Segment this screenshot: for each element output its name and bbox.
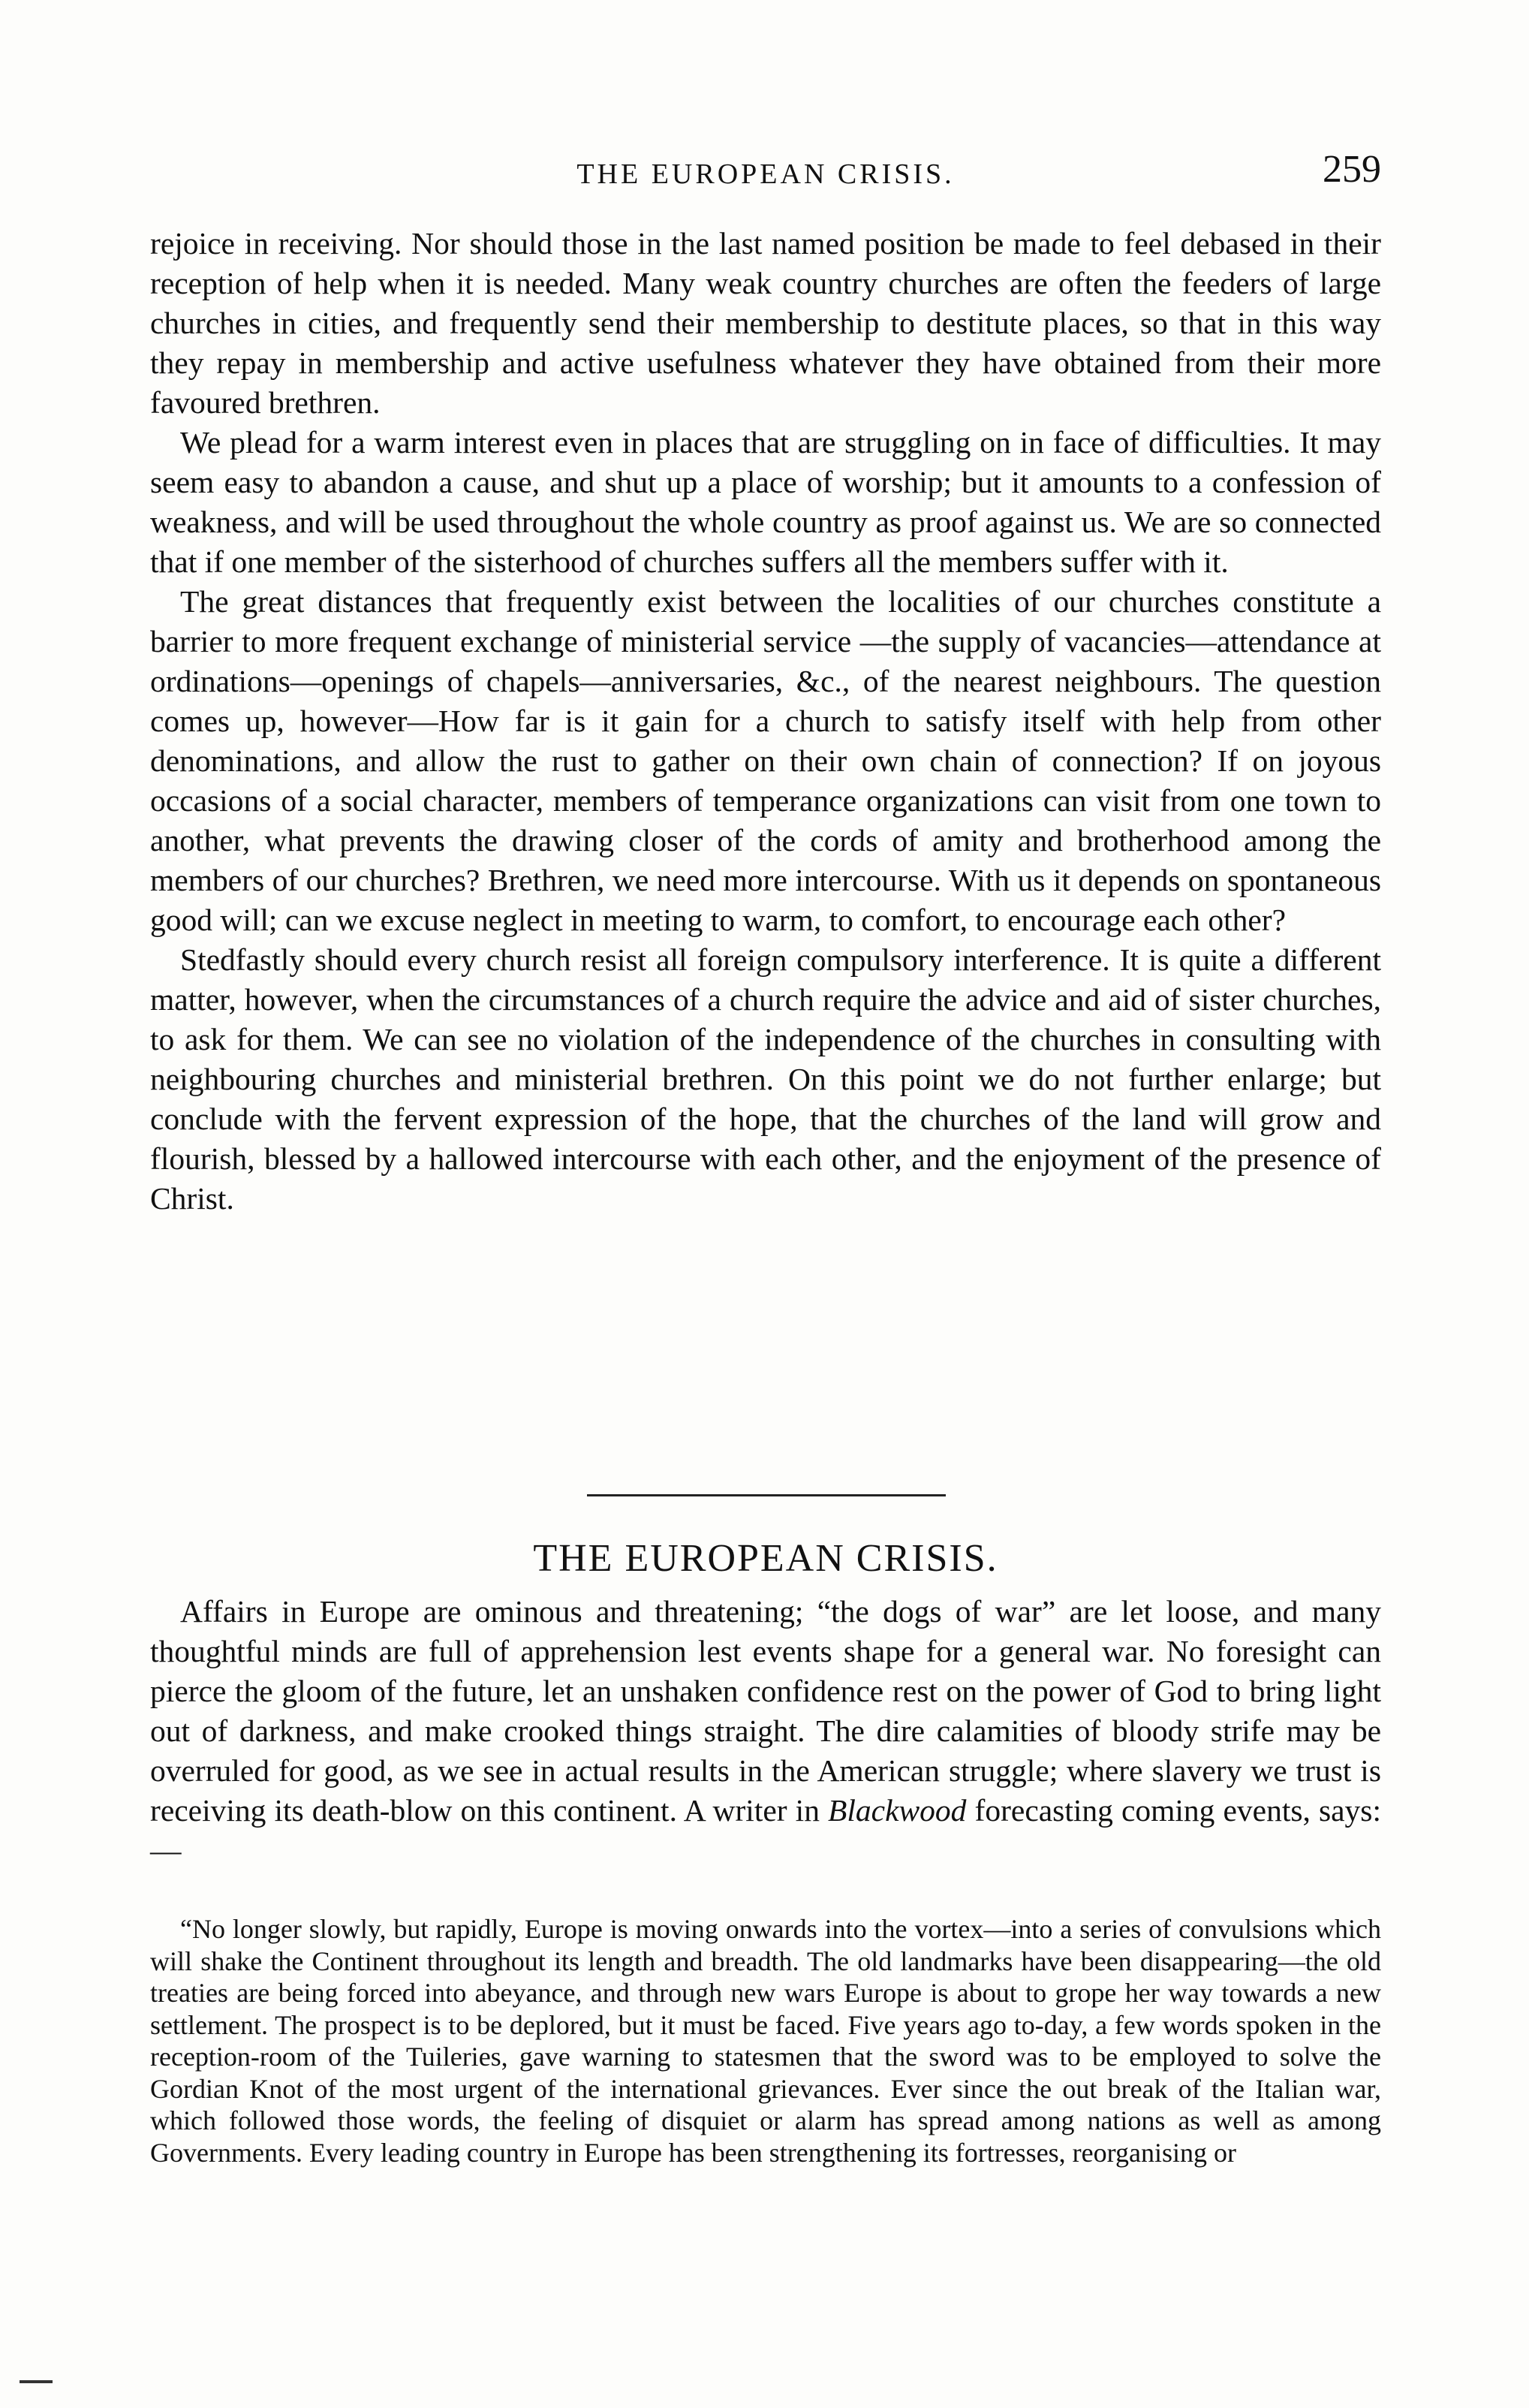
running-head bbox=[150, 147, 1381, 201]
intro-text-before: Affairs in Europe are ominous and threatening; “the dogs of war” are let loose, and many thoughtful minds are full of apprehension lest events shape for a general war. No foresight can pierce the gloom of the future, let an unshaken confidence rest on the power of God to bring light out of darkness, and make crooked things straight. The dire calamities of bloody strife may be overruled for good, as we see in actual results in the American struggle; where slavery we trust is receiving its death-blow on this continent. A writer in bbox=[150, 1594, 1381, 1828]
paragraph-1: rejoice in receiving. Nor should those in the last named position be made to feel debased in their reception of help when it is needed. Many weak country churches are often the feeders of large churches in cities, and frequently send their membership to destitute places, so that in this way they repay in membership and active usefulness whatever they have obtained from their more favoured brethren. bbox=[150, 226, 1381, 420]
paragraph-2: We plead for a warm interest even in places that are struggling on in face of difficulties. It may seem easy to abandon a cause, and shut up a place of worship; but it amounts to a confession of weakness, and will be used throughout the whole country as proof against us. We are so connected that if one member of the sisterhood of churches suffers all the members suffer with it. bbox=[150, 425, 1381, 579]
margin-mark bbox=[20, 2380, 53, 2383]
article-body bbox=[150, 224, 1381, 1219]
periodical-title: Blackwood bbox=[828, 1793, 967, 1828]
running-head-title: THE EUROPEAN CRISIS. bbox=[576, 158, 955, 190]
section-intro-paragraph bbox=[150, 1592, 1381, 1870]
paragraph-3: The great distances that frequently exist between the localities of our churches constitute a barrier to more frequent exchange of ministerial service —the supply of vacancies—attendance at ordinations—openings of chapels—anniversaries, &c., of the nearest neighbours. The question comes up, however—How far is it gain for a church to satisfy itself with help from other denominations, and allow the rust to gather on their own chain of connection? If on joyous occasions of a social character, members of temperance organizations can visit from one town to another, what prevents the drawing closer of the cords of amity and brotherhood among the members of our churches? Brethren, we need more intercourse. With us it depends on spontaneous good will; can we excuse neglect in meeting to warm, to comfort, to encourage each other? bbox=[150, 584, 1381, 937]
section-intro bbox=[150, 1592, 1381, 1870]
paragraph-4: Stedfastly should every church resist all foreign compulsory interference. It is quite a different matter, however, when the circumstances of a church require the advice and aid of sister churches, to ask for them. We can see no violation of the independence of the churches in consulting with neighbouring churches and ministerial brethren. On this point we do not further enlarge; but conclude with the fervent expression of the hope, that the churches of the land will grow and flourish, blessed by a hallowed intercourse with each other, and the enjoyment of the presence of Christ. bbox=[150, 942, 1381, 1216]
block-quote bbox=[150, 1913, 1381, 2168]
section-heading: THE EUROPEAN CRISIS. bbox=[533, 1537, 998, 1580]
page-number: 259 bbox=[1323, 148, 1381, 191]
section-divider bbox=[587, 1494, 946, 1496]
intro-text-after: forecasting coming events, says:— bbox=[150, 1793, 1381, 1867]
quote-paragraph: “No longer slowly, but rapidly, Europe is moving onwards into the vortex—into a series of convulsions which will shake the Continent throughout its length and breadth. The old landmarks have been disappearing—the old treaties are being forced into abeyance, and through new wars Europe is about to grope her way towards a new settlement. The prospect is to be deplored, but it must be faced. Five years ago to-day, a few words spoken in the reception-room of the Tuileries, gave warning to statesmen that the sword was to be employed to solve the Gordian Knot of the most urgent of the international grievances. Ever since the out break of the Italian war, which followed those words, the feeling of disquiet or alarm has spread among nations as well as among Governments. Every leading country in Europe has been strengthening its fortresses, reorganising or bbox=[150, 1914, 1381, 2168]
